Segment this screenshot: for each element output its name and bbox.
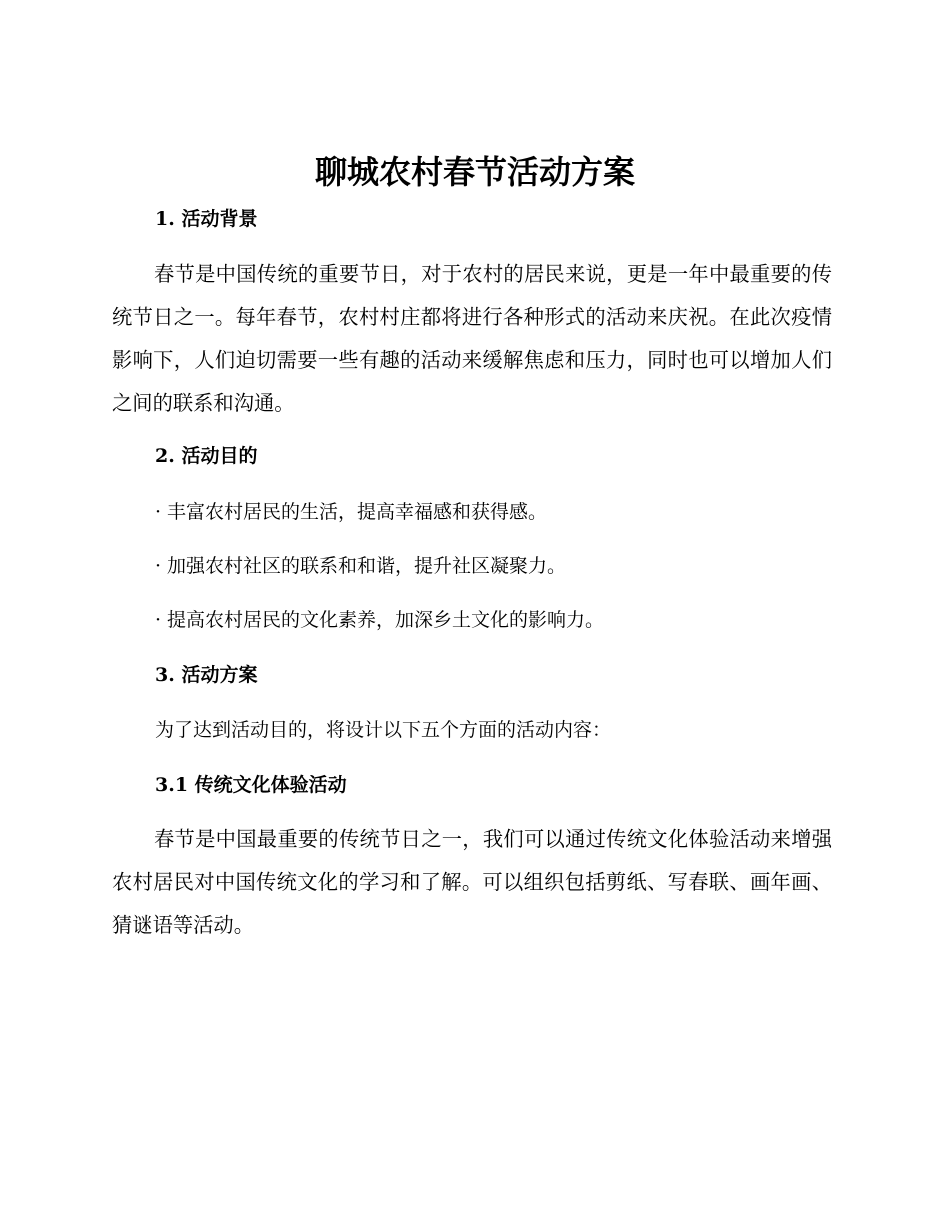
section-heading-purpose: 2. 活动目的 — [155, 445, 258, 467]
list-item — [155, 605, 604, 635]
list-item-text: 加强农村社区的联系和和谐，提升社区凝聚力。 — [167, 555, 567, 577]
list-item-text: 提高农村居民的文化素养，加深乡土文化的影响力。 — [167, 609, 605, 631]
section-heading-culture: 3.1 传统文化体验活动 — [155, 774, 347, 796]
bullet-icon: · — [155, 555, 162, 577]
section-heading-plan: 3. 活动方案 — [155, 664, 258, 686]
section-paragraph-background: 春节是中国传统的重要节日，对于农村的居民来说，更是一年中最重要的传统节日之一。每年春节，农村村庄都将进行各种形式的活动来庆祝。在此次疫情影响下，人们迫切需要一些有趣的活动来缓解焦虑和压力，同时也可以增加人们之间的联系和沟通。 — [112, 262, 832, 415]
bullet-icon: · — [155, 609, 162, 631]
list-item — [155, 497, 547, 527]
list-item — [155, 551, 566, 581]
document-title: 聊城农村春节活动方案 — [314, 153, 635, 191]
section-intro-plan: 为了达到活动目的，将设计以下五个方面的活动内容： — [155, 719, 612, 741]
section-heading-background: 1. 活动背景 — [155, 208, 258, 230]
section-paragraph-culture: 春节是中国最重要的传统节日之一，我们可以通过传统文化体验活动来增强农村居民对中国传统文化的学习和了解。可以组织包括剪纸、写春联、画年画、猜谜语等活动。 — [112, 827, 832, 937]
list-item-text: 丰富农村居民的生活，提高幸福感和获得感。 — [167, 501, 548, 523]
bullet-icon: · — [155, 501, 162, 523]
